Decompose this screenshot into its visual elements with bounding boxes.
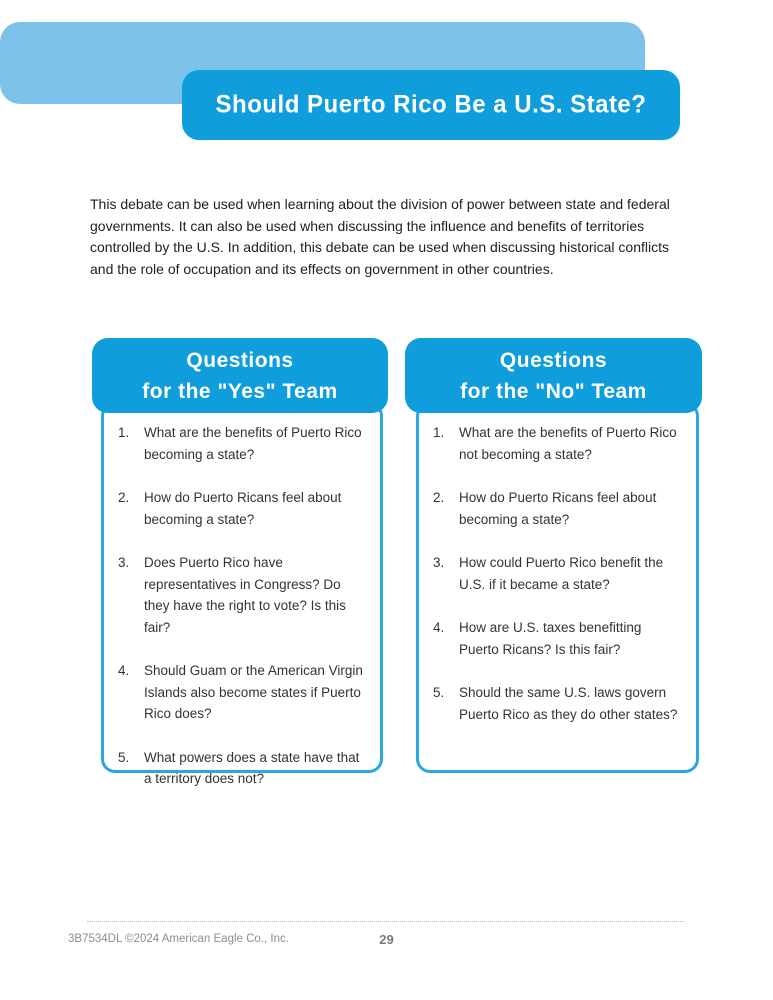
yes-question-2-text: How do Puerto Ricans feel about becoming a state? [144, 490, 342, 527]
page-number: 29 [379, 932, 394, 947]
no-question-5-text: Should the same U.S. laws govern Puerto Rico as they do other states? [459, 685, 678, 722]
no-question-3-text: How could Puerto Rico benefit the U.S. if it became a state? [459, 555, 664, 592]
no-question-5 [433, 682, 684, 725]
yes-team-question-box [101, 402, 383, 786]
yes-question-5-text: What powers does a state have that a territory does not? [144, 749, 360, 786]
no-question-1-text: What are the benefits of Puerto Rico not becoming a state? [459, 425, 677, 462]
no-question-2 [433, 487, 684, 530]
no-question-2-text: How do Puerto Ricans feel about becoming a state? [459, 490, 657, 527]
no-question-4 [433, 617, 684, 660]
no-question-1 [433, 422, 684, 465]
yes-question-4 [118, 660, 368, 725]
yes-team-header-line1: Questions [186, 348, 294, 372]
no-team-question-list [433, 422, 684, 725]
footer-copyright: 3B7534DL ©2024 American Eagle Co., Inc. [68, 933, 289, 945]
page-title: Should Puerto Rico Be a U.S. State? [215, 90, 647, 119]
no-team-question-box [416, 402, 699, 773]
yes-question-1 [118, 422, 368, 465]
yes-team-header-line2: for the "Yes" Team [142, 379, 338, 403]
no-team-header-line1: Questions [499, 348, 608, 372]
yes-question-3-text: Does Puerto Rico have representatives in Congress? Do they have the right to vote? Is this fair? [144, 555, 346, 635]
yes-team-header [92, 338, 388, 413]
page-title-banner [182, 70, 680, 140]
yes-team-question-list [118, 422, 368, 790]
yes-question-1-text: What are the benefits of Puerto Rico becoming a state? [144, 425, 362, 462]
yes-question-4-text: Should Guam or the American Virgin Islands also become states if Puerto Rico does? [144, 663, 363, 721]
yes-question-3 [118, 552, 368, 638]
yes-question-2 [118, 487, 368, 530]
no-question-3 [433, 552, 684, 595]
no-question-4-text: How are U.S. taxes benefitting Puerto Ricans? Is this fair? [459, 620, 642, 657]
footer-divider [87, 921, 685, 922]
yes-question-5 [118, 747, 368, 790]
no-team-header [405, 338, 702, 413]
no-team-header-line2: for the "No" Team [460, 379, 647, 403]
intro-paragraph: This debate can be used when learning about the division of power between state and federal governments. It can also be used when discussing the influence and benefits of territories controlled by the U.S. In addition, this debate can be used when discussing historical conflicts and the role of occupation and its effects on government in other countries. [90, 196, 670, 277]
